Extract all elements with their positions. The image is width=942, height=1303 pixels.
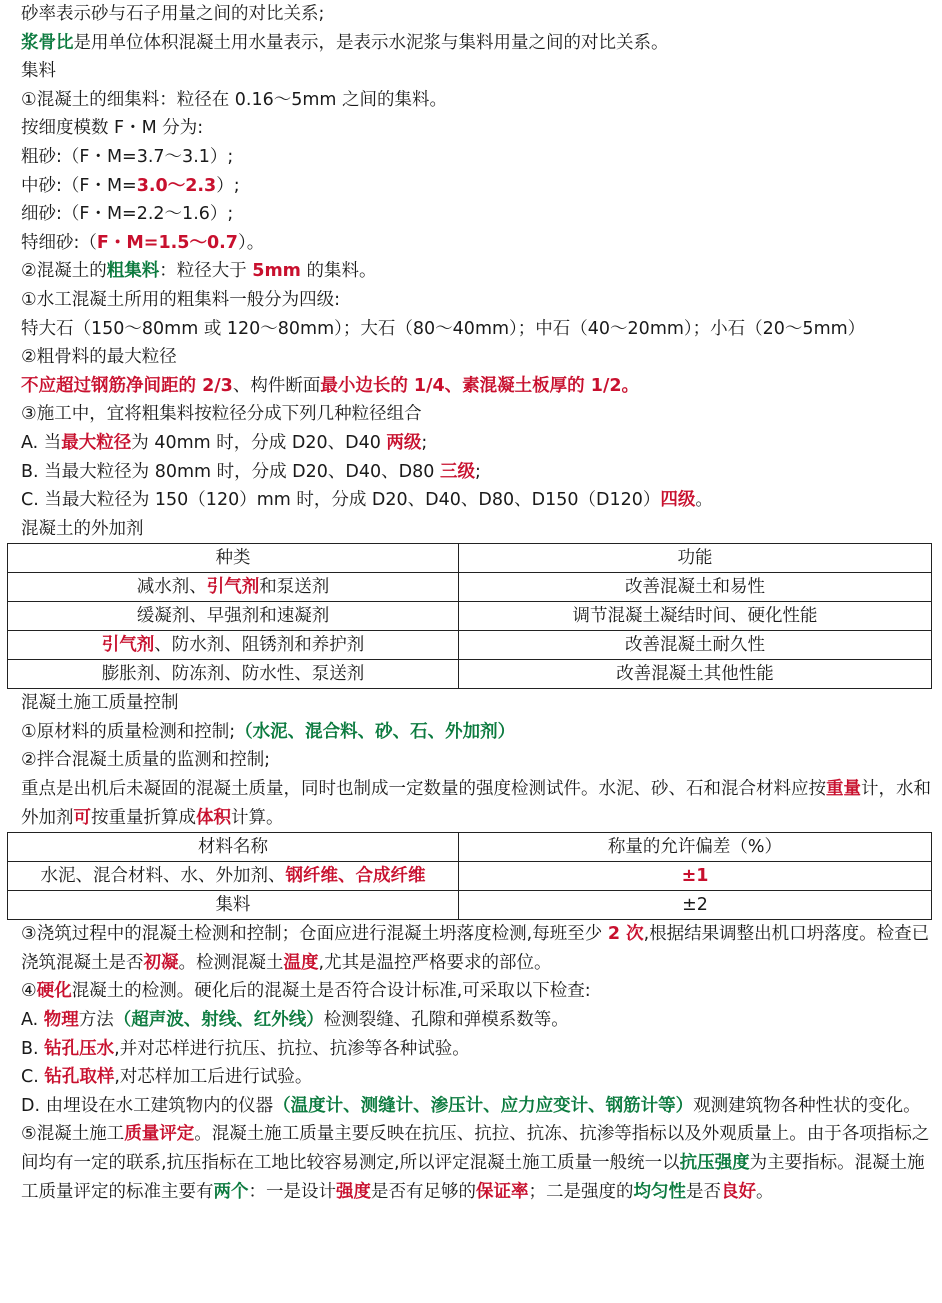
text-run: 计算。 [231,807,284,828]
text-run: C. 当最大粒径为 150（120）mm 时，分成 D20、D40、D80、D150（D120） [21,490,661,511]
text-run: ④ [21,981,37,1002]
table-cell [459,862,932,891]
text-line [21,257,933,286]
text-line [21,86,933,115]
text-line [21,746,933,775]
text-run: ）。 [237,232,265,253]
text-line [21,400,933,429]
text-run: ③施工中，宜将粗集料按粒径分成下列几种粒径组合 [21,404,422,425]
text-line [21,172,933,201]
text-run: ）; [216,175,240,196]
table-cell [8,631,459,660]
highlighted-text: ±1 [681,866,709,887]
text-run: ,尤其是温控严格要求的部位。 [318,952,552,973]
table-cell [8,573,459,602]
text-run: 细砂:（F・M=2.2～1.6）; [21,204,234,225]
text-run: 。 [695,490,713,511]
text-run: ①混凝土的细集料：粒径在 0.16～5mm 之间的集料。 [21,89,448,110]
text-run: 、防水剂、阻锈剂和养护剂 [154,635,365,656]
text-run: 计，水和外加剂 [21,779,931,828]
highlighted-text: （温度计、测缝计、渗压计、应力应变计、钢筋计等） [273,1095,694,1116]
text-run: 、构件断面 [232,375,321,396]
text-run: 缓凝剂、早强剂和速凝剂 [136,606,330,627]
text-run: 集料 [215,895,251,916]
text-run: ; [474,461,481,482]
highlighted-text: （水泥、混合料、砂、石、外加剂） [235,721,516,742]
text-run: ③浇筑过程中的混凝土检测和控制；仓面应进行混凝土坍落度检测,每班至少 [21,924,608,945]
highlighted-text: 最小边长的 1/4、素混凝土板厚的 1/2。 [320,375,640,396]
text-run: 观测建筑物各种性状的变化。 [693,1095,921,1116]
text-run: B. [21,1038,45,1059]
highlighted-text: 粗集料 [106,261,160,282]
paragraph [21,775,933,832]
text-run: 是用单位体积混凝土用水量表示，是表示水泥浆与集料用量之间的对比关系。 [73,32,669,53]
highlighted-text: F・M=1.5～0.7 [96,232,238,253]
table-header-cell: 种类 [8,544,459,573]
highlighted-text: 钢筋净间距的 2/3 [91,375,233,396]
table-cell [8,862,459,891]
table-header-row [8,544,932,573]
aggregate-section [21,0,933,543]
highlighted-text: 引气剂 [206,577,260,598]
text-run: 检测裂缝、孔隙和弹模系数等。 [323,1010,569,1031]
paragraph [21,1006,933,1035]
text-line [21,286,933,315]
text-run: 中砂:（F・M= [21,175,137,196]
highlighted-text: 体积 [196,807,231,828]
text-run: 减水剂、 [136,577,207,598]
text-run: ②混凝土的 [21,261,107,282]
paragraph [21,977,933,1006]
highlighted-text: 不应超过 [21,375,91,396]
table-row [8,602,932,631]
text-run: A. 当 [21,432,62,453]
text-run: 。混凝土施工质量主要反映在抗压、抗拉、抗冻、抗渗等指标以及外观质量上。由于各项指标之间均有一定的联系,抗压指标在工地比较容易测定,所以评定混凝土施工质量一般统一以 [21,1124,930,1173]
table-cell [8,891,459,920]
text-run: 。 [756,1181,774,1202]
text-line [21,372,933,401]
highlighted-text: 强度 [336,1181,371,1202]
text-run: ：粒径大于 [159,261,253,282]
table-row [8,631,932,660]
text-run: ②拌合混凝土质量的监测和控制; [21,750,271,771]
text-run: ：一是设计 [248,1181,336,1202]
highlighted-text: （超声波、射线、红外线） [113,1010,324,1031]
table-cell [459,631,932,660]
text-run: 按重量折算成 [91,807,196,828]
paragraph [21,1063,933,1092]
highlighted-text: 最大粒径 [61,432,132,453]
inspection-section [21,920,933,1206]
highlighted-text: 均匀性 [633,1181,686,1202]
highlighted-text: 两级 [386,432,422,453]
text-line [21,200,933,229]
text-run: 砂率表示砂与石子用量之间的对比关系; [21,4,325,24]
table-cell [8,660,459,689]
text-line [21,0,933,29]
highlighted-text: 三级 [439,461,475,482]
text-run: C. [21,1067,45,1088]
table-header-cell: 称量的允许偏差（%） [459,833,932,862]
text-run: 改善混凝土耐久性 [625,635,765,656]
admixture-table [7,543,932,689]
highlighted-text: 5mm [252,261,301,282]
text-run: 集料 [21,61,56,82]
highlighted-text: 重量 [826,779,861,800]
text-line [21,29,933,58]
text-run: 方法 [78,1010,114,1031]
text-line [21,114,933,143]
text-run: ②粗骨料的最大粒径 [21,347,177,368]
highlighted-text: 引气剂 [101,635,155,656]
text-line [21,458,933,487]
quality-control-section [21,689,933,775]
text-run: 混凝土施工质量控制 [21,693,179,714]
text-run: 是否 [686,1181,721,1202]
text-run: B. 当最大粒径为 80mm 时，分成 D20、D40、D80 [21,461,440,482]
text-run: 膨胀剂、防冻剂、防水性、泵送剂 [101,664,365,685]
text-line [21,718,933,747]
highlighted-text: 物理 [43,1010,79,1031]
table-row [8,862,932,891]
text-run: ；二是强度的 [528,1181,634,1202]
weighing-tolerance-table [7,832,932,920]
highlighted-text: 抗压强度 [679,1153,750,1173]
text-run: ±2 [682,895,708,916]
text-line [21,143,933,172]
paragraph [21,920,933,977]
table-row [8,573,932,602]
text-run: ,根据结果调整出机口坍落度。检查已浇筑混凝土是否 [21,924,930,973]
text-line [21,689,933,718]
highlighted-text: 良好 [721,1181,756,1202]
text-line [21,515,933,544]
text-run: ,并对芯样进行抗压、抗拉、抗渗等各种试验。 [114,1038,470,1059]
table-row [8,660,932,689]
highlighted-text: 钢纤维、合成纤维 [285,866,426,887]
text-run: ⑤混凝土施工 [21,1124,125,1145]
table-header-row [8,833,932,862]
table-cell [8,602,459,631]
text-run: 特大石（150～80mm 或 120～80mm）；大石（80～40mm）；中石（40～20mm）；小石（20～5mm） [21,318,866,339]
highlighted-text: 钻孔压水 [44,1038,115,1059]
text-run: 混凝土的外加剂 [21,518,144,539]
text-run: 和泵送剂 [259,577,330,598]
text-line [21,315,933,344]
table-cell [459,573,932,602]
text-run: 为 40mm 时，分成 D20、D40 [131,432,387,453]
highlighted-text: 两个 [213,1181,249,1202]
table-cell [459,602,932,631]
document-body [21,0,933,1206]
text-line [21,343,933,372]
text-run: 调节混凝土凝结时间、硬化性能 [572,606,818,627]
highlighted-text: 质量评定 [124,1124,195,1145]
highlighted-text: 初凝 [143,952,179,973]
table-header-cell: 功能 [459,544,932,573]
highlighted-text: 浆骨比 [21,32,74,53]
text-line [21,429,933,458]
text-run: 为主要指标。混凝土施工质量评定的标准主要有 [21,1153,925,1202]
paragraph [21,1120,933,1206]
text-line [21,57,933,86]
table-cell [459,660,932,689]
highlighted-text: 温度 [283,952,319,973]
text-run: A. [21,1010,44,1031]
text-run: D. 由埋设在水工建筑物内的仪器 [21,1095,274,1116]
text-run: 改善混凝土其他性能 [616,664,774,685]
table-cell [459,891,932,920]
text-run: 粗砂:（F・M=3.7～3.1）; [21,146,234,167]
paragraph [21,1092,933,1121]
table-row [8,891,932,920]
highlighted-text: 可 [73,807,91,828]
text-run: 改善混凝土和易性 [625,577,765,598]
highlighted-text: 保证率 [476,1181,529,1202]
highlighted-text: 2 次 [607,924,644,945]
text-run: 。检测混凝土 [178,952,284,973]
highlighted-text: 钻孔取样 [44,1067,115,1088]
text-run: ①水工混凝土所用的粗集料一般分为四级: [21,289,341,310]
text-line [21,486,933,515]
paragraph [21,1035,933,1064]
text-run: ①原材料的质量检测和控制; [21,721,236,742]
text-run: 的集料。 [300,261,377,282]
highlighted-text: 硬化 [36,981,72,1002]
text-run: ,对芯样加工后进行试验。 [114,1067,313,1088]
text-run: ; [421,432,428,453]
table-header-cell: 材料名称 [8,833,459,862]
highlighted-text: 3.0～2.3 [136,175,217,196]
text-run: 混凝土的检测。硬化后的混凝土是否符合设计标准,可采取以下检查: [71,981,591,1002]
text-run: 是否有足够的 [371,1181,476,1202]
text-line [21,229,933,258]
text-run: 重点是出机后未凝固的混凝土质量，同时也制成一定数量的强度检测试件。水泥、砂、石和混合材料应按 [21,779,826,800]
text-run: 特细砂:（ [21,232,97,253]
text-run: 按细度模数 F・M 分为: [21,118,204,139]
highlighted-text: 四级 [660,490,696,511]
text-run: 水泥、混合材料、水、外加剂、 [40,866,286,887]
